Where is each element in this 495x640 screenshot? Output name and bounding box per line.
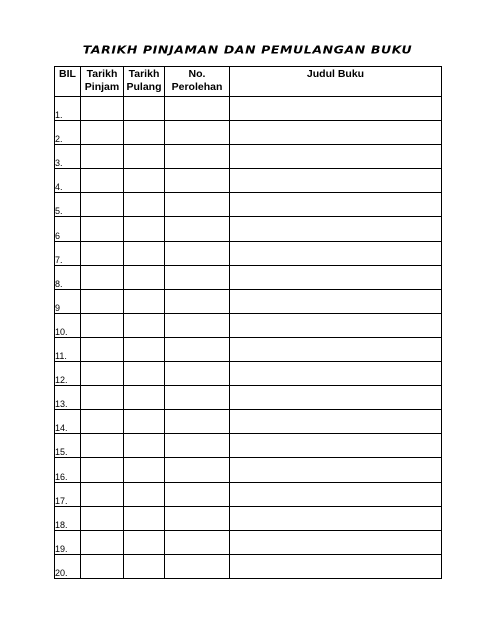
table-row xyxy=(55,169,442,193)
tarikh-pinjam-cell xyxy=(81,362,124,386)
tarikh-pinjam-cell xyxy=(81,410,124,434)
tarikh-pulang-cell xyxy=(124,217,165,241)
tarikh-pinjam-cell xyxy=(81,313,124,337)
row-number: 14. xyxy=(55,410,81,434)
no-perolehan-cell xyxy=(165,241,230,265)
no-perolehan-cell xyxy=(165,482,230,506)
row-number: 4. xyxy=(55,169,81,193)
tarikh-pulang-cell xyxy=(124,386,165,410)
tarikh-pulang-cell xyxy=(124,121,165,145)
tarikh-pinjam-cell xyxy=(81,265,124,289)
tarikh-pulang-cell xyxy=(124,554,165,578)
no-perolehan-cell xyxy=(165,97,230,121)
no-perolehan-cell xyxy=(165,410,230,434)
header-no-perolehan-line2: Perolehan xyxy=(171,81,223,93)
judul-buku-cell xyxy=(230,337,442,361)
tarikh-pulang-cell xyxy=(124,410,165,434)
no-perolehan-cell xyxy=(165,458,230,482)
judul-buku-cell xyxy=(230,506,442,530)
row-number: 8. xyxy=(55,265,81,289)
table-row xyxy=(55,386,442,410)
tarikh-pinjam-cell xyxy=(81,506,124,530)
tarikh-pulang-cell xyxy=(124,145,165,169)
tarikh-pulang-cell xyxy=(124,482,165,506)
row-number: 6 xyxy=(55,217,81,241)
header-tarikh-pinjam-line1: Tarikh xyxy=(86,68,118,80)
row-number: 15. xyxy=(55,434,81,458)
tarikh-pulang-cell xyxy=(124,434,165,458)
tarikh-pulang-cell xyxy=(124,193,165,217)
tarikh-pinjam-cell xyxy=(81,145,124,169)
header-row xyxy=(55,67,442,97)
tarikh-pulang-cell xyxy=(124,530,165,554)
header-no-perolehan xyxy=(165,67,230,97)
header-tarikh-pinjam xyxy=(81,67,124,97)
row-number: 13. xyxy=(55,386,81,410)
no-perolehan-cell xyxy=(165,313,230,337)
judul-buku-cell xyxy=(230,554,442,578)
row-number: 2. xyxy=(55,121,81,145)
table-row xyxy=(55,458,442,482)
table-row xyxy=(55,506,442,530)
judul-buku-cell xyxy=(230,265,442,289)
judul-buku-cell xyxy=(230,97,442,121)
table-row xyxy=(55,121,442,145)
judul-buku-cell xyxy=(230,482,442,506)
judul-buku-cell xyxy=(230,241,442,265)
table-row xyxy=(55,313,442,337)
no-perolehan-cell xyxy=(165,434,230,458)
tarikh-pulang-cell xyxy=(124,506,165,530)
no-perolehan-cell xyxy=(165,193,230,217)
row-number: 10. xyxy=(55,313,81,337)
table-row xyxy=(55,265,442,289)
judul-buku-cell xyxy=(230,434,442,458)
table-row xyxy=(55,193,442,217)
table-row xyxy=(55,217,442,241)
no-perolehan-cell xyxy=(165,169,230,193)
tarikh-pinjam-cell xyxy=(81,241,124,265)
header-bil: BIL xyxy=(55,67,81,97)
row-number: 11. xyxy=(55,337,81,361)
tarikh-pinjam-cell xyxy=(81,386,124,410)
judul-buku-cell xyxy=(230,458,442,482)
tarikh-pinjam-cell xyxy=(81,97,124,121)
tarikh-pinjam-cell xyxy=(81,193,124,217)
tarikh-pulang-cell xyxy=(124,337,165,361)
table-row xyxy=(55,410,442,434)
tarikh-pinjam-cell xyxy=(81,482,124,506)
row-number: 16. xyxy=(55,458,81,482)
no-perolehan-cell xyxy=(165,145,230,169)
header-no-perolehan-line1: No. xyxy=(188,68,206,80)
tarikh-pinjam-cell xyxy=(81,217,124,241)
header-tarikh-pulang xyxy=(124,67,165,97)
no-perolehan-cell xyxy=(165,121,230,145)
row-number: 12. xyxy=(55,362,81,386)
table-row xyxy=(55,289,442,313)
table-row xyxy=(55,434,442,458)
tarikh-pinjam-cell xyxy=(81,337,124,361)
tarikh-pulang-cell xyxy=(124,169,165,193)
no-perolehan-cell xyxy=(165,530,230,554)
row-number: 9 xyxy=(55,289,81,313)
header-tarikh-pulang-line2: Pulang xyxy=(126,81,162,93)
no-perolehan-cell xyxy=(165,265,230,289)
judul-buku-cell xyxy=(230,313,442,337)
tarikh-pinjam-cell xyxy=(81,530,124,554)
header-tarikh-pulang-line1: Tarikh xyxy=(128,68,160,80)
judul-buku-cell xyxy=(230,386,442,410)
tarikh-pinjam-cell xyxy=(81,169,124,193)
no-perolehan-cell xyxy=(165,362,230,386)
tarikh-pinjam-cell xyxy=(81,434,124,458)
table-body xyxy=(55,97,442,579)
judul-buku-cell xyxy=(230,217,442,241)
page-title: TARIKH PINJAMAN DAN PEMULANGAN BUKU xyxy=(82,42,413,57)
tarikh-pulang-cell xyxy=(124,289,165,313)
tarikh-pulang-cell xyxy=(124,241,165,265)
row-number: 19. xyxy=(55,530,81,554)
table-row xyxy=(55,97,442,121)
no-perolehan-cell xyxy=(165,506,230,530)
judul-buku-cell xyxy=(230,121,442,145)
no-perolehan-cell xyxy=(165,337,230,361)
row-number: 3. xyxy=(55,145,81,169)
row-number: 17. xyxy=(55,482,81,506)
row-number: 18. xyxy=(55,506,81,530)
borrowing-log-table xyxy=(54,66,442,579)
tarikh-pulang-cell xyxy=(124,313,165,337)
header-judul-buku: Judul Buku xyxy=(230,67,442,97)
table-row xyxy=(55,145,442,169)
no-perolehan-cell xyxy=(165,386,230,410)
judul-buku-cell xyxy=(230,530,442,554)
tarikh-pinjam-cell xyxy=(81,458,124,482)
row-number: 5. xyxy=(55,193,81,217)
tarikh-pinjam-cell xyxy=(81,289,124,313)
header-tarikh-pinjam-line2: Pinjam xyxy=(84,81,120,93)
judul-buku-cell xyxy=(230,410,442,434)
tarikh-pulang-cell xyxy=(124,265,165,289)
table-row xyxy=(55,337,442,361)
no-perolehan-cell xyxy=(165,289,230,313)
table-row xyxy=(55,530,442,554)
tarikh-pulang-cell xyxy=(124,97,165,121)
row-number: 7. xyxy=(55,241,81,265)
row-number: 20. xyxy=(55,554,81,578)
judul-buku-cell xyxy=(230,362,442,386)
tarikh-pulang-cell xyxy=(124,362,165,386)
table-row xyxy=(55,362,442,386)
judul-buku-cell xyxy=(230,289,442,313)
table-row xyxy=(55,482,442,506)
no-perolehan-cell xyxy=(165,217,230,241)
judul-buku-cell xyxy=(230,193,442,217)
tarikh-pinjam-cell xyxy=(81,121,124,145)
judul-buku-cell xyxy=(230,145,442,169)
table-row xyxy=(55,554,442,578)
table-row xyxy=(55,241,442,265)
no-perolehan-cell xyxy=(165,554,230,578)
tarikh-pinjam-cell xyxy=(81,554,124,578)
row-number: 1. xyxy=(55,97,81,121)
tarikh-pulang-cell xyxy=(124,458,165,482)
judul-buku-cell xyxy=(230,169,442,193)
